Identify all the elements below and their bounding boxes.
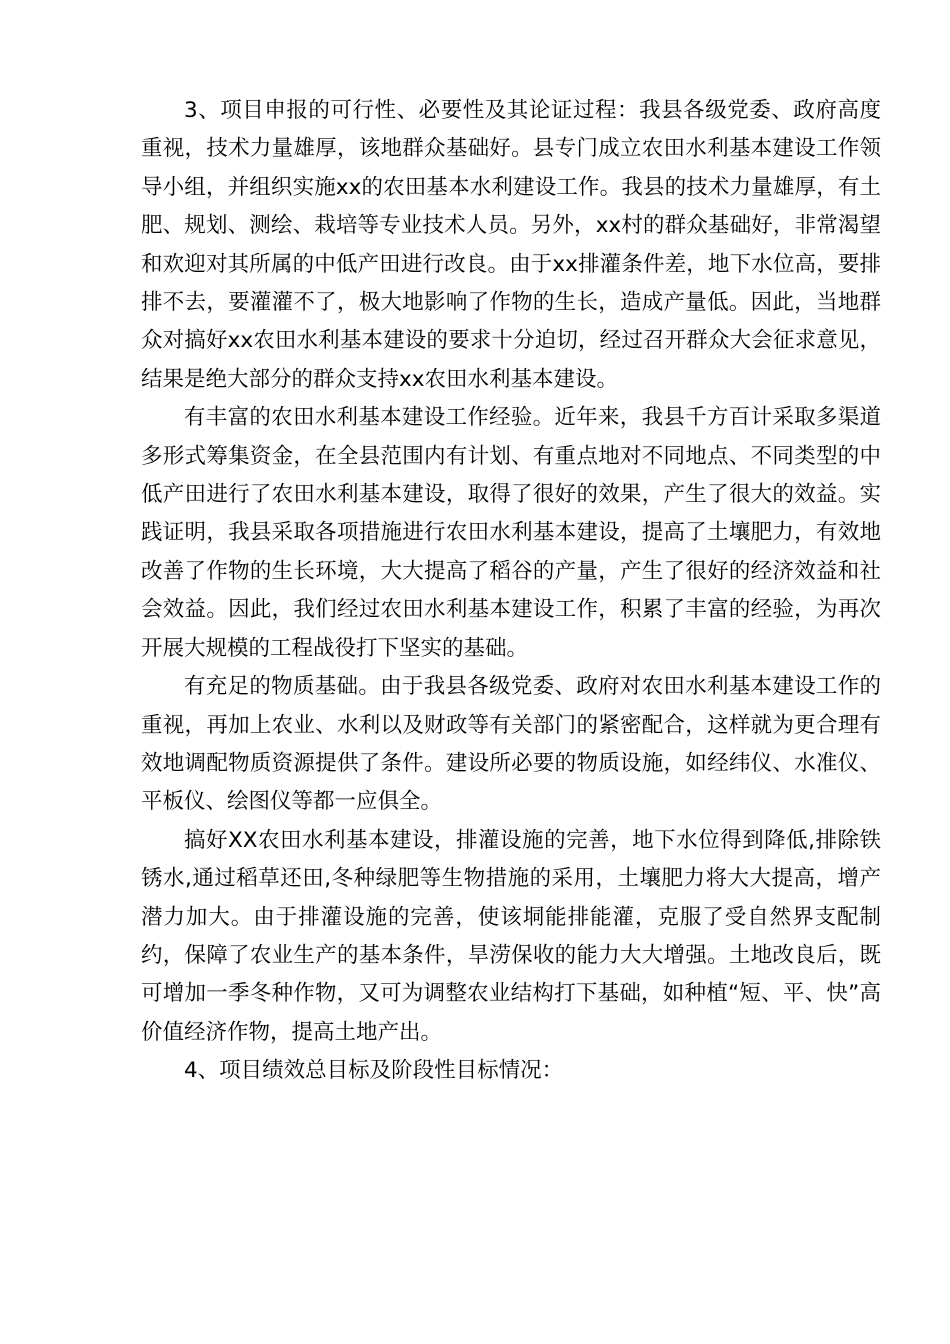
paragraph-benefits: 搞好XX农田水利基本建设，排灌设施的完善，地下水位得到降低,排除铁锈水,通过稻草还田,冬种绿肥等生物措施的采用，土壤肥力将大大提高，增产潜力加大。由于排灌设施的完善，使该垌能排能灌，克服了受自然界支配制约，保障了农业生产的基本条件，旱涝保收的能力大大增强。土地改良后，既可增加一季冬种作物，又可为调整农业结构打下基础，如种植“短、平、快”高价值经济作物，提高土地产出。 bbox=[141, 827, 881, 1045]
paragraph-feasibility: 3、项目申报的可行性、必要性及其论证过程：我县各级党委、政府高度重视，技术力量雄厚，该地群众基础好。县专门成立农田水利基本建设工作领导小组，并组织实施xx的农田基本水利建设工作。我县的技术力量雄厚，有土肥、规划、测绘、栽培等专业技术人员。另外，xx村的群众基础好，非常渴望和欢迎对其所属的中低产田进行改良。由于xx排灌条件差，地下水位高，要排排不去，要灌灌不了，极大地影响了作物的生长，造成产量低。因此，当地群众对搞好xx农田水利基本建设的要求十分迫切，经过召开群众大会征求意见，结果是绝大部分的群众支持xx农田水利基本建设。 bbox=[141, 98, 881, 392]
document-body bbox=[141, 92, 881, 1091]
paragraph-material-basis: 有充足的物质基础。由于我县各级党委、政府对农田水利基本建设工作的重视，再加上农业、水利以及财政等有关部门的紧密配合，这样就为更合理有效地调配物质资源提供了条件。建设所必要的物质设施，如经纬仪、水准仪、平板仪、绘图仪等都一应俱全。 bbox=[141, 674, 881, 815]
paragraph-experience: 有丰富的农田水利基本建设工作经验。近年来，我县千方百计采取多渠道多形式筹集资金，在全县范围内有计划、有重点地对不同地点、不同类型的中低产田进行了农田水利基本建设，取得了很好的效果，产生了很大的效益。实践证明，我县采取各项措施进行农田水利基本建设，提高了土壤肥力，有效地改善了作物的生长环境，大大提高了稻谷的产量，产生了很好的经济效益和社会效益。因此，我们经过农田水利基本建设工作，积累了丰富的经验，为再次开展大规模的工程战役打下坚实的基础。 bbox=[141, 405, 881, 661]
paragraph-section-4-heading: 4、项目绩效总目标及阶段性目标情况： bbox=[184, 1058, 564, 1084]
